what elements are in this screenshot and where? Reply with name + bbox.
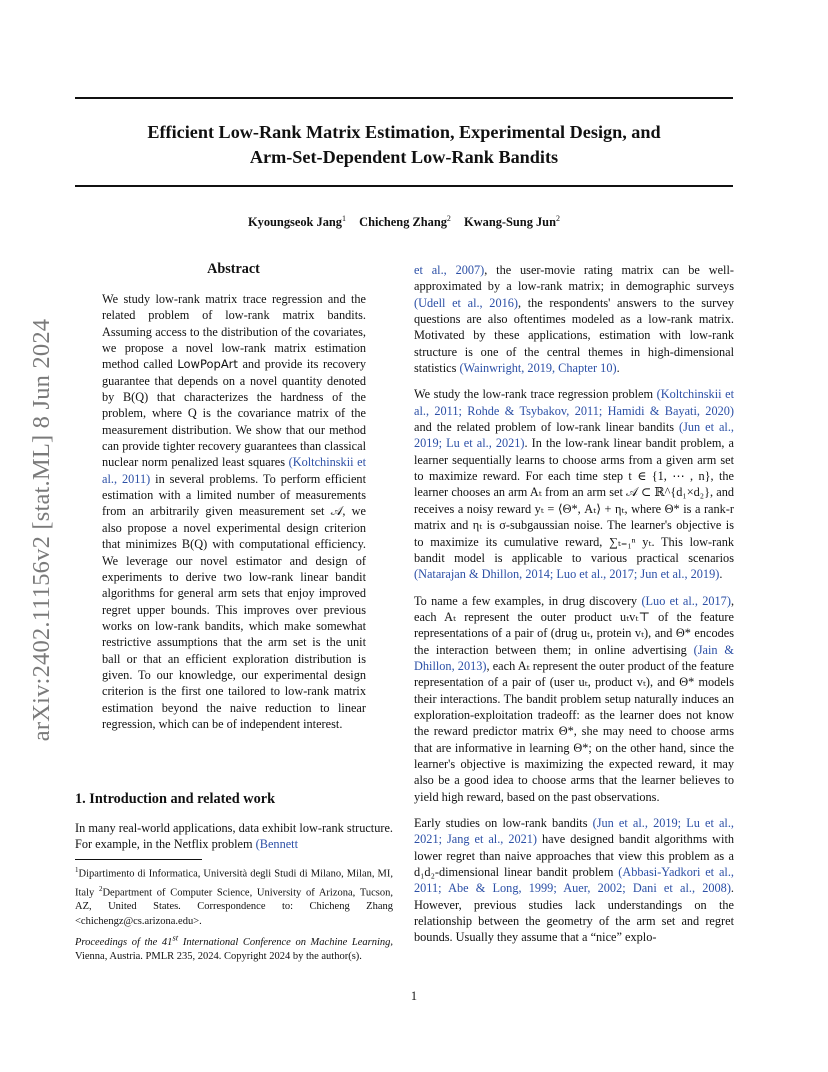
proceedings-note [75,930,393,964]
footnote-rule [75,859,202,860]
author-3-affiliation: 2 [555,214,560,223]
text: . However, previous studies lack understandings on the relationship between the geometry of the arm set and regret bounds. Usually they assume that a “nice” explo- [414,881,734,945]
paragraph [414,815,734,946]
citation-link[interactable]: et al., 2007) [414,263,485,277]
page-number: 1 [410,989,418,1003]
abstract-heading: Abstract [207,261,260,277]
proceedings-details: , Vienna, Austria. PMLR 235, 2024. Copyright 2024 by the author(s). [75,936,393,962]
title-bottom-rule [75,185,733,187]
abstract-part-3: in several problems. To perform efficient estimation with a limited number of measurements from an arbitrarily given measurement set 𝒜, we also propose a novel experimental design criterion that minimizes B(Q) with computational efficiency. We leverage our novel estimator and design of experiments to derive two low-rank linear bandit algorithms for general arm sets that enjoy improved regret upper bounds. This improves over previous works on low-rank bandits, which make somewhat restrictive assumptions that the arm set is the unit ball or that an efficient exploration distribution is given. To our knowledge, our experimental design criterion is the first one tailored to low-rank matrix estimation beyond the naive reduction to linear regression, which can be of independent interest. [102,471,366,731]
right-column [414,262,734,956]
proceedings-prefix: Proceedings of the 41 [75,936,173,948]
affiliation-1: Dipartimento di Informatica, Università degli Studi di Milano, Milan, MI, Italy [75,868,393,899]
section-heading: 1. Introduction and related work [75,791,276,807]
text: , each Aₜ represent the outer product uₜvₜ⊤ of the feature representations of a pair of (drug uₜ, protein vₜ), and Θ* encodes the interaction between them; in online advertising [414,593,735,657]
text: . [719,567,723,582]
citation-link[interactable]: (Udell et al., 2016) [414,295,518,310]
affiliation-2: Department of Computer Science, University of Arizona, Tucson, AZ, United States. Correspondence to: Chicheng Zhang <chichengz@cs.arizona.edu>. [75,887,393,927]
text: , the user-movie rating matrix can be well-approximated by a low-rank matrix; in demographic surveys [414,263,734,294]
author-2: Chicheng Zhang [359,215,447,230]
text: We study the low-rank trace regression problem [414,387,654,402]
citation-link[interactable]: (Koltchinskii et al., 2011) [102,455,367,486]
citation-link[interactable]: (Koltchinskii et al., 2011; Rohde & Tsybakov, 2011; Hamidi & Bayati, 2020) [414,387,734,418]
text: , each Aₜ represent the outer product of the feature representation of a pair of (user uₜ, product vₜ), and Θ* models their interactions. The bandit problem setup naturally induces an exploration-exploitation tradeoff: as the learner does not know the reward predictor matrix Θ*, she may need to choose arms that are informative in learning Θ*; on the other hand, since the learner's objective is maximizing the expected reward, it may also be a good idea to choose arms that the learner believes to yield high reward, based on the past observations. [414,658,734,804]
author-2-affiliation: 2 [446,214,451,223]
paragraph [414,593,734,805]
citation-link[interactable]: (Jun et al., 2019; Lu et al., 2021) [414,420,735,451]
author-1-affiliation: 1 [342,214,347,223]
abstract-text [102,291,366,732]
citation-link[interactable]: (Luo et al., 2017) [641,593,731,608]
text: , the respondents' answers to the survey questions are also oftentimes modeled as a low-rank matrix. Motivated by these applications, estimation with low-rank structure is one of the central themes in high-dimensional statistics [414,295,734,376]
intro-sentence: In many real-world applications, data exhibit low-rank structure. For example, in the Netflix problem [75,821,393,852]
citation-link[interactable]: (Bennett [255,837,299,852]
method-name: LowPopArt [177,357,238,372]
affiliation-footnote: $^1$Dipartimento di Informatica, Università degli Studi di Milano, Milan, MI, Italy $^2$Department of Computer Science, University of Arizona, Tucson, AZ, United States. Correspondence to: Chicheng Zhang <chichengz@cs.arizona.edu>. [75,866,393,927]
citation-link[interactable]: (Abbasi-Yadkori et al., 2011; Abe & Long, 1999; Auer, 2002; Dani et al., 2008) [414,865,734,896]
text: . [616,361,620,376]
author-3: Kwang-Sung Jun [464,215,556,230]
intro-text [75,820,393,853]
text: Early studies on low-rank bandits [414,816,588,830]
text: and the related problem of low-rank linear bandits [414,420,675,435]
conference-name: International Conference on Machine Learning [178,936,391,948]
abstract-part-1: We study low-rank matrix trace regression and the related problem of low-rank matrix bandits. Assuming access to the distribution of the covariates, we propose a novel low-rank matrix estimation method called [102,292,366,372]
text: have designed bandit algorithms with lower regret than naive approaches that view this problem as a d₁d₂-dimensional linear bandit problem [414,832,735,880]
paper-title [75,120,733,170]
abstract-part-2: and provide its recovery guarantee that depends on a novel quantity denoted by B(Q) that characterizes the hardness of the problem, where Q is the covariance matrix of the measurement distribution. We show that our method can provide tighter recovery guarantees than classical nuclear norm penalized least squares [102,357,366,470]
paragraph [414,386,734,582]
citation-link[interactable]: (Jun et al., 2019; Lu et al., 2021; Jang et al., 2021) [414,816,735,847]
citation-link[interactable]: (Wainwright, 2019, Chapter 10) [459,361,617,376]
title-line-2: Arm-Set-Dependent Low-Rank Bandits [249,147,559,167]
citation-link[interactable]: (Jain & Dhillon, 2013) [414,642,734,673]
arxiv-identifier-text: arXiv:2402.11156v2 [stat.ML] 8 Jun 2024 [28,318,55,742]
author-1: Kyoungseok Jang [248,215,343,230]
title-top-rule [75,97,733,99]
proceedings-ordinal: st [172,932,179,942]
paragraph [414,262,734,376]
text: . In the low-rank linear bandit problem, a learner sequentially learns to choose arms from a given arm set to maximize reward. For each time step t ∈ {1, ⋯ , n}, the learner chooses an arm Aₜ from an arm set 𝒜 ⊂ ℝ^{d₁×d₂}, and receives a noisy reward yₜ = ⟨Θ*, Aₜ⟩ + ηₜ, where Θ* is a rank-r matrix and ηₜ is σ-subgaussian noise. The learner's objective is to maximize its cumulative reward, ∑ₜ₌₁ⁿ yₜ. This low-rank bandit model is applicable to various practical scenarios [414,436,734,565]
title-line-1: Efficient Low-Rank Matrix Estimation, Experimental Design, and [147,122,661,142]
author-list [75,214,733,230]
citation-link[interactable]: (Natarajan & Dhillon, 2014; Luo et al., 2017; Jun et al., 2019) [414,567,720,582]
text: To name a few examples, in drug discovery [414,593,638,608]
